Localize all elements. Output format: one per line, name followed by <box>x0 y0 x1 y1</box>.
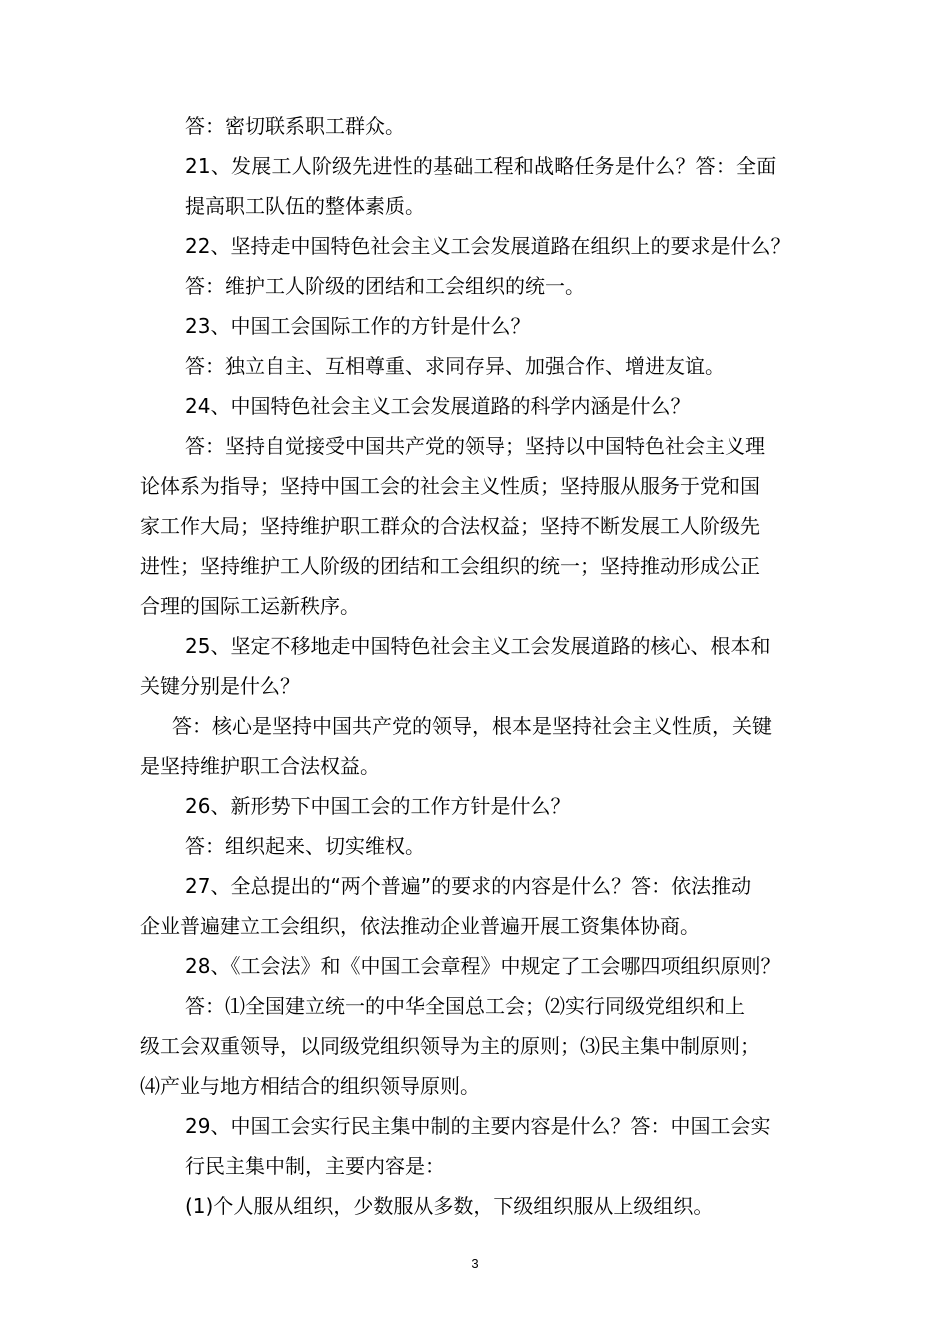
text-line: 级工会双重领导，以同级党组织领导为主的原则；⑶民主集中制原则； <box>140 1034 760 1058</box>
text-line: ⑷产业与地方相结合的组织领导原则。 <box>140 1074 480 1098</box>
text-line: 企业普遍建立工会组织，依法推动企业普遍开展工资集体协商。 <box>140 914 700 938</box>
text-line: 进性；坚持维护工人阶级的团结和工会组织的统一；坚持推动形成公正 <box>140 554 760 578</box>
text-line: (1)个人服从组织，少数服从多数，下级组织服从上级组织。 <box>185 1194 714 1218</box>
text-line: 24、中国特色社会主义工会发展道路的科学内涵是什么？ <box>185 394 691 418</box>
text-line: 提高职工队伍的整体素质。 <box>185 194 425 218</box>
page-number: 3 <box>471 1256 479 1271</box>
text-line: 答：⑴全国建立统一的中华全国总工会；⑵实行同级党组织和上 <box>185 994 745 1018</box>
text-line: 合理的国际工运新秩序。 <box>140 594 360 618</box>
text-line: 22、坚持走中国特色社会主义工会发展道路在组织上的要求是什么？ <box>185 234 791 258</box>
text-line: 论体系为指导；坚持中国工会的社会主义性质；坚持服从服务于党和国 <box>140 474 760 498</box>
text-line: 29、中国工会实行民主集中制的主要内容是什么？答：中国工会实 <box>185 1114 771 1138</box>
text-line: 27、全总提出的“两个普遍”的要求的内容是什么？答：依法推动 <box>185 874 752 898</box>
text-line: 25、坚定不移地走中国特色社会主义工会发展道路的核心、根本和 <box>185 634 771 658</box>
text-line: 答：密切联系职工群众。 <box>185 114 405 138</box>
text-line: 答：独立自主、互相尊重、求同存异、加强合作、增进友谊。 <box>185 354 725 378</box>
text-line: 28、《工会法》和《中国工会章程》中规定了工会哪四项组织原则？ <box>185 954 781 978</box>
text-line: 答：维护工人阶级的团结和工会组织的统一。 <box>185 274 585 298</box>
text-line: 行民主集中制，主要内容是： <box>185 1154 445 1178</box>
text-line: 家工作大局；坚持维护职工群众的合法权益；坚持不断发展工人阶级先 <box>140 514 760 538</box>
text-line: 是坚持维护职工合法权益。 <box>140 754 380 778</box>
text-line: 答：坚持自觉接受中国共产党的领导；坚持以中国特色社会主义理 <box>185 434 765 458</box>
text-line: 答：组织起来、切实维权。 <box>185 834 425 858</box>
text-line: 23、中国工会国际工作的方针是什么？ <box>185 314 531 338</box>
text-line: 关键分别是什么？ <box>140 674 300 698</box>
text-line: 21、发展工人阶级先进性的基础工程和战略任务是什么？答：全面 <box>185 154 777 178</box>
text-line: 答：核心是坚持中国共产党的领导，根本是坚持社会主义性质，关键 <box>172 714 772 738</box>
text-line: 26、新形势下中国工会的工作方针是什么？ <box>185 794 571 818</box>
